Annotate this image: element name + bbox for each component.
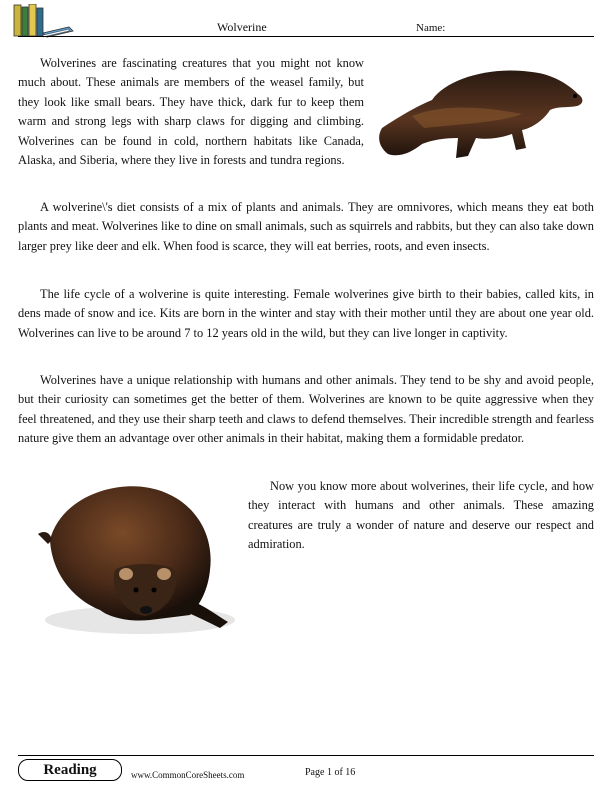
books-icon <box>13 4 75 38</box>
footer-divider <box>18 755 594 756</box>
wolverine-walking-photo <box>372 58 588 168</box>
header-divider <box>18 36 594 37</box>
paragraph-diet: A wolverine\'s diet consists of a mix of plants and animals. They are omnivores, which means they eat both plants and meat. Wolverines like to dine on small animals, such as squirrels and rabbits, but they can also take down larger prey like deer and elk. When food is scarce, they will eat berries, roots, and even insects. <box>18 200 594 253</box>
page-number: Page 1 of 16 <box>305 767 356 778</box>
page-title: Wolverine <box>217 20 267 34</box>
name-label: Name: <box>416 22 446 34</box>
paragraph-life-cycle: The life cycle of a wolverine is quite interesting. Female wolverines give birth to their babies, called kits, in dens made of snow and ice. Kits are born in the winter and stay with their mother until they are about one year old. Wolverines can live to be around 7 to 12 years old in the wild, but they can live longer in captivity. <box>18 287 594 340</box>
paragraph-conclusion: Now you know more about wolverines, their life cycle, and how they interact with humans and other animals. These amazing creatures are truly a wonder of nature and deserve our respect and admiration. <box>248 479 594 552</box>
subject-badge: Reading <box>18 759 122 781</box>
website-link[interactable]: www.CommonCoreSheets.com <box>131 770 245 780</box>
paragraph-relationships: Wolverines have a unique relationship with humans and other animals. They tend to be shy and avoid people, but their curiosity can sometimes get the better of them. Wolverines are known to be quite aggressive when they feel threatened, and they use their sharp teeth and claws to defend themselves. Their incredible strength and fearless nature give them an advantage over other animals in their habitat, making them a formidable predator. <box>18 373 594 446</box>
paragraph-intro: Wolverines are fascinating creatures that you might not know much about. These animals are members of the weasel family, but they look like small bears. They have thick, dark fur to keep them warm and strong legs with sharp claws for digging and climbing. Wolverines can be found in cold, northern habitats like Canada, Alaska, and Siberia, where they live in forests and tundra regions. <box>18 56 364 168</box>
wolverine-lying-photo <box>30 470 245 640</box>
